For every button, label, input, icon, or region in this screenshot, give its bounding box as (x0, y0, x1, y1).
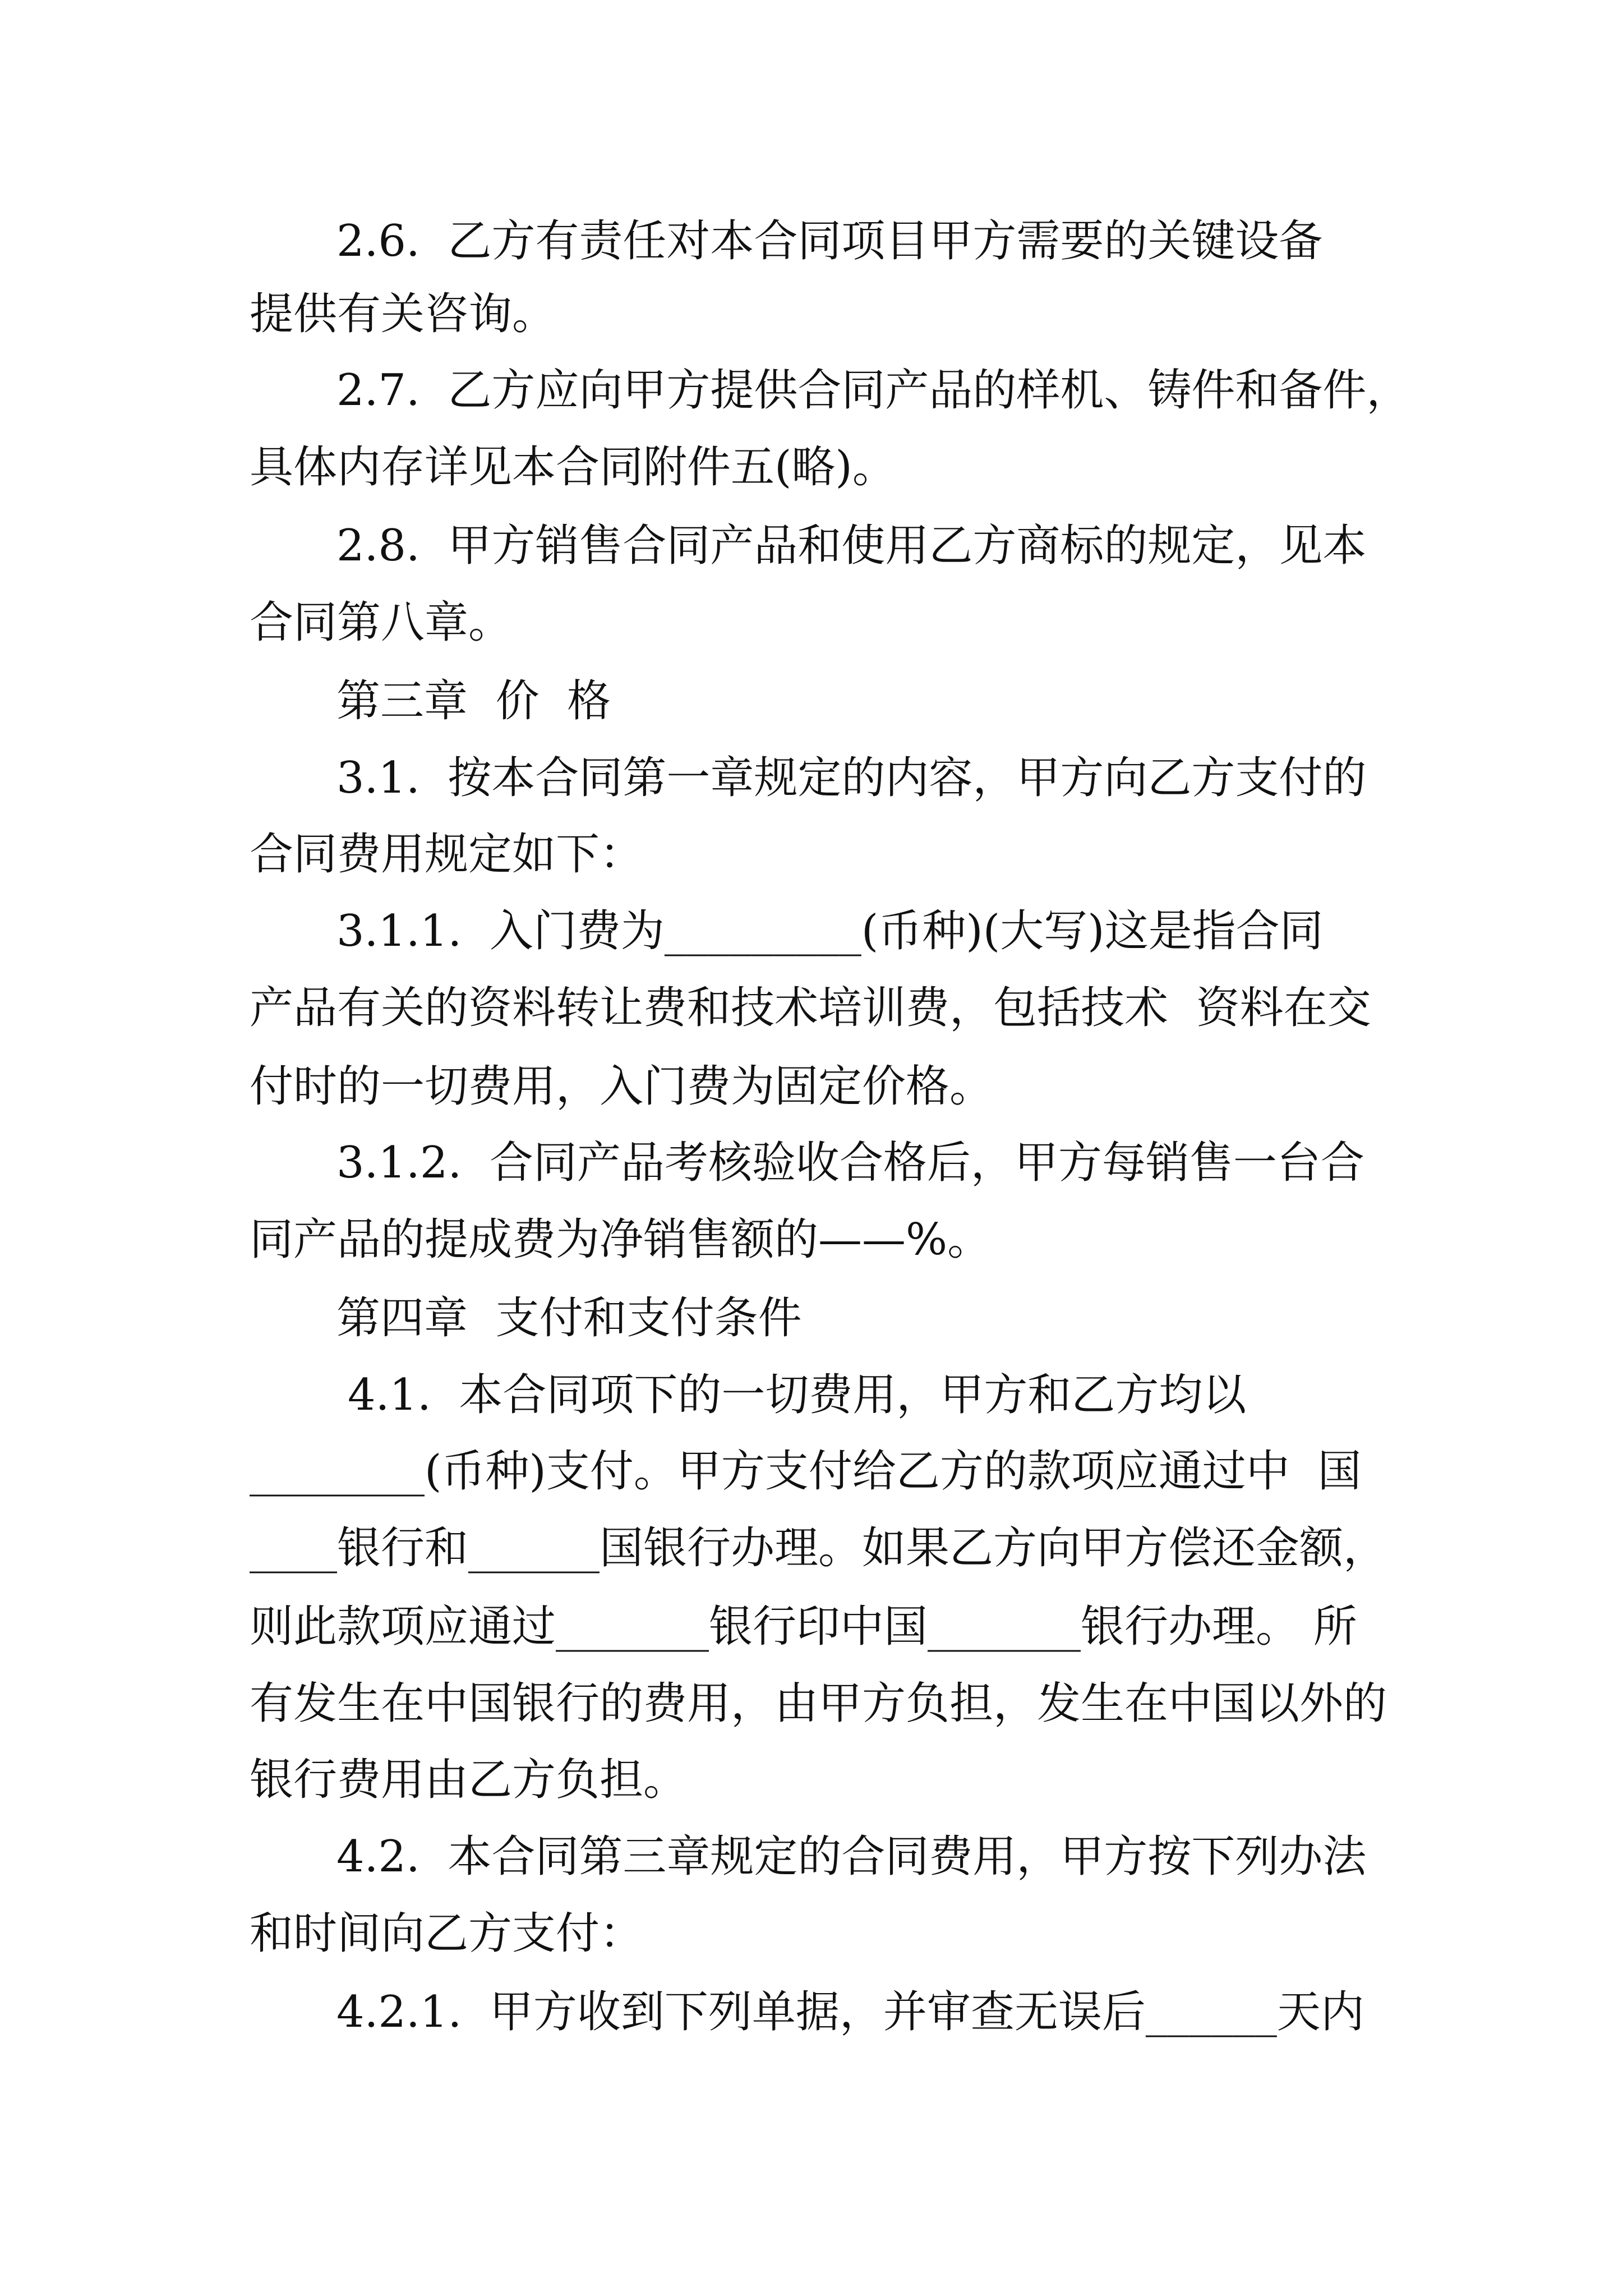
clause-4-1-line-2: ________(币种)支付。甲方支付给乙方的款项应通过中 国 (250, 1446, 1362, 1497)
clause-3-1-line-2: 合同费用规定如下： (250, 829, 644, 880)
clause-4-1-line-5: 有发生在中国银行的费用，由甲方负担，发生在中国以外的 (250, 1678, 1387, 1729)
clause-4-1-line-1: 4.1. 本合同项下的一切费用，甲方和乙方均以 (348, 1370, 1247, 1420)
clause-2-6-line-1: 2.6. 乙方有责任对本合同项目甲方需要的关键设备 (336, 216, 1323, 266)
clause-2-8-line-2: 合同第八章。 (250, 597, 513, 648)
clause-2-8-line-1: 2.8. 甲方销售合同产品和使用乙方商标的规定，见本 (336, 521, 1367, 571)
clause-4-2-line-1: 4.2. 本合同第三章规定的合同费用，甲方按下列办法 (336, 1832, 1367, 1882)
clause-4-1-line-6: 银行费用由乙方负担。 (250, 1755, 688, 1805)
clause-3-1-2-line-1: 3.1.2. 合同产品考核验收合格后，甲方每销售一台合 (336, 1138, 1364, 1188)
clause-4-1-line-3: ____银行和______国银行办理。如果乙方向甲方偿还金额， (250, 1523, 1387, 1573)
clause-4-2-line-2: 和时间向乙方支付： (250, 1908, 644, 1959)
chapter-4-heading: 第四章 支付和支付条件 (336, 1293, 802, 1343)
clause-3-1-1-line-1: 3.1.1. 入门费为_________(币种)(大写)这是指合同 (336, 906, 1324, 956)
clause-2-7-line-1: 2.7. 乙方应向甲方提供合同产品的样机、铸件和备件， (336, 365, 1410, 416)
clause-2-6-line-2: 提供有关咨询。 (250, 289, 556, 339)
chapter-3-heading: 第三章 价 格 (336, 676, 611, 726)
clause-2-7-line-2: 具体内存详见本合同附件五(略)。 (250, 442, 896, 493)
clause-3-1-2-line-2: 同产品的提成费为净销售额的——%。 (250, 1214, 992, 1265)
clause-3-1-1-line-3: 付时的一切费用，入门费为固定价格。 (250, 1061, 994, 1112)
clause-4-2-1-line-1: 4.2.1. 甲方收到下列单据，并审查无误后______天内 (336, 1987, 1364, 2037)
clause-3-1-line-1: 3.1. 按本合同第一章规定的内容，甲方向乙方支付的 (336, 753, 1367, 803)
clause-4-1-line-4: 则此款项应通过_______银行印中国_______银行办理。 所 (250, 1602, 1357, 1652)
clause-3-1-1-line-2: 产品有关的资料转让费和技术培训费，包括技术 资料在交 (250, 983, 1371, 1033)
